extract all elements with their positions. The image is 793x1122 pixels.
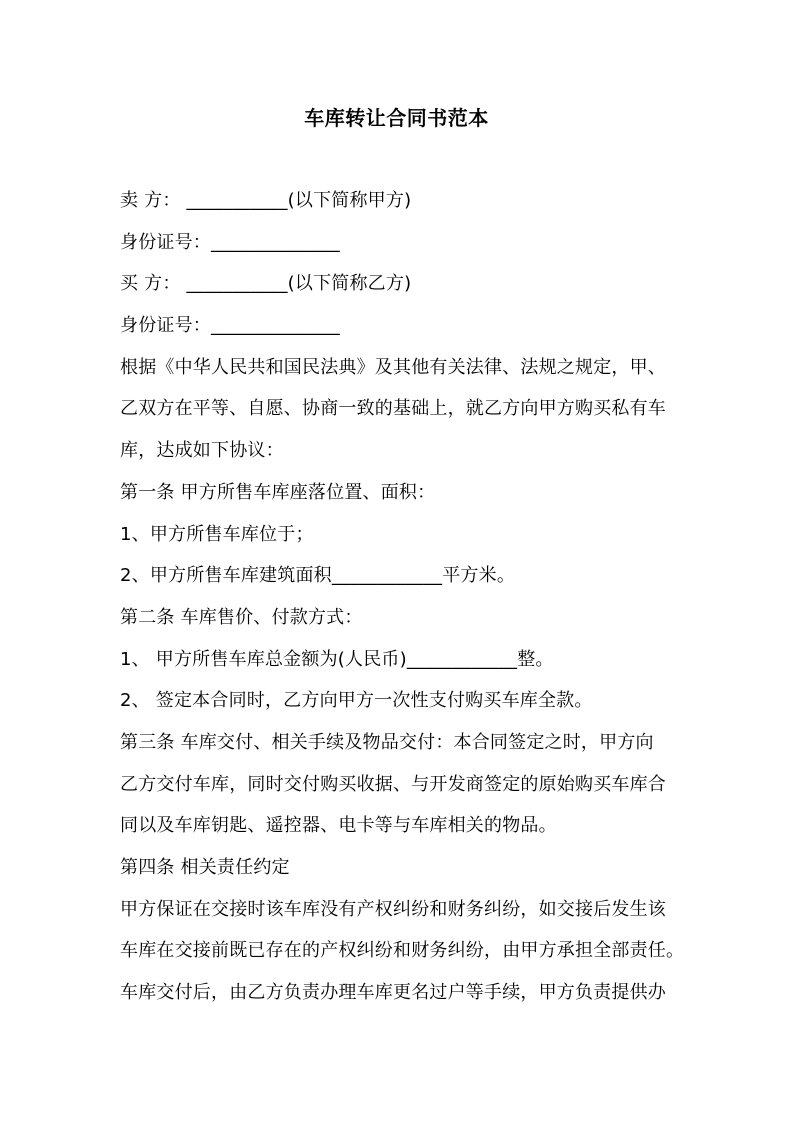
- article-2-heading: 第二条 车库售价、付款方式：: [120, 606, 363, 628]
- article-4-line-2: 车库在交接前既已存在的产权纠纷和财务纠纷，由甲方承担全部责任。: [120, 940, 685, 962]
- article-1-item-1: 1、甲方所售车库位于；: [120, 523, 314, 545]
- article-4-line-3: 车库交付后，由乙方负责办理车库更名过户等手续，甲方负责提供办: [120, 982, 666, 1004]
- buyer-line: 买 方： ___________(以下简称乙方): [120, 273, 412, 295]
- article-3-line-1: 第三条 车库交付、相关手续及物品交付：本合同签定之时，甲方向: [120, 731, 654, 753]
- article-2-item-2: 2、 签定本合同时，乙方向甲方一次性支付购买车库全款。: [120, 690, 593, 712]
- preamble-line-3: 库，达成如下协议：: [120, 440, 284, 462]
- article-3-line-2: 乙方交付车库，同时交付购买收据、与开发商签定的原始购买车库合: [120, 773, 666, 795]
- seller-id-line: 身份证号：______________: [120, 231, 340, 253]
- article-4-heading: 第四条 相关责任约定: [120, 857, 290, 878]
- seller-line: 卖 方： ___________(以下简称甲方): [120, 190, 412, 211]
- article-1-heading: 第一条 甲方所售车库座落位置、面积：: [120, 481, 436, 503]
- article-3-line-3: 同以及车库钥匙、遥控器、电卡等与车库相关的物品。: [120, 815, 557, 837]
- document-title: 车库转让合同书范本: [304, 106, 489, 130]
- buyer-id-line: 身份证号：______________: [120, 315, 340, 337]
- article-1-item-2: 2、甲方所售车库建筑面积____________平方米。: [120, 565, 516, 587]
- article-2-item-1: 1、 甲方所售车库总金额为(人民币)____________整。: [120, 648, 554, 670]
- document-body: [120, 180, 686, 1014]
- preamble-line-1: 根据《中华人民共和国民法典》及其他有关法律、法规之规定，甲、: [120, 356, 666, 378]
- preamble-line-2: 乙双方在平等、自愿、协商一致的基础上，就乙方向甲方购买私有车: [120, 398, 666, 420]
- article-4-line-1: 甲方保证在交接时该车库没有产权纠纷和财务纠纷，如交接后发生该: [120, 898, 666, 920]
